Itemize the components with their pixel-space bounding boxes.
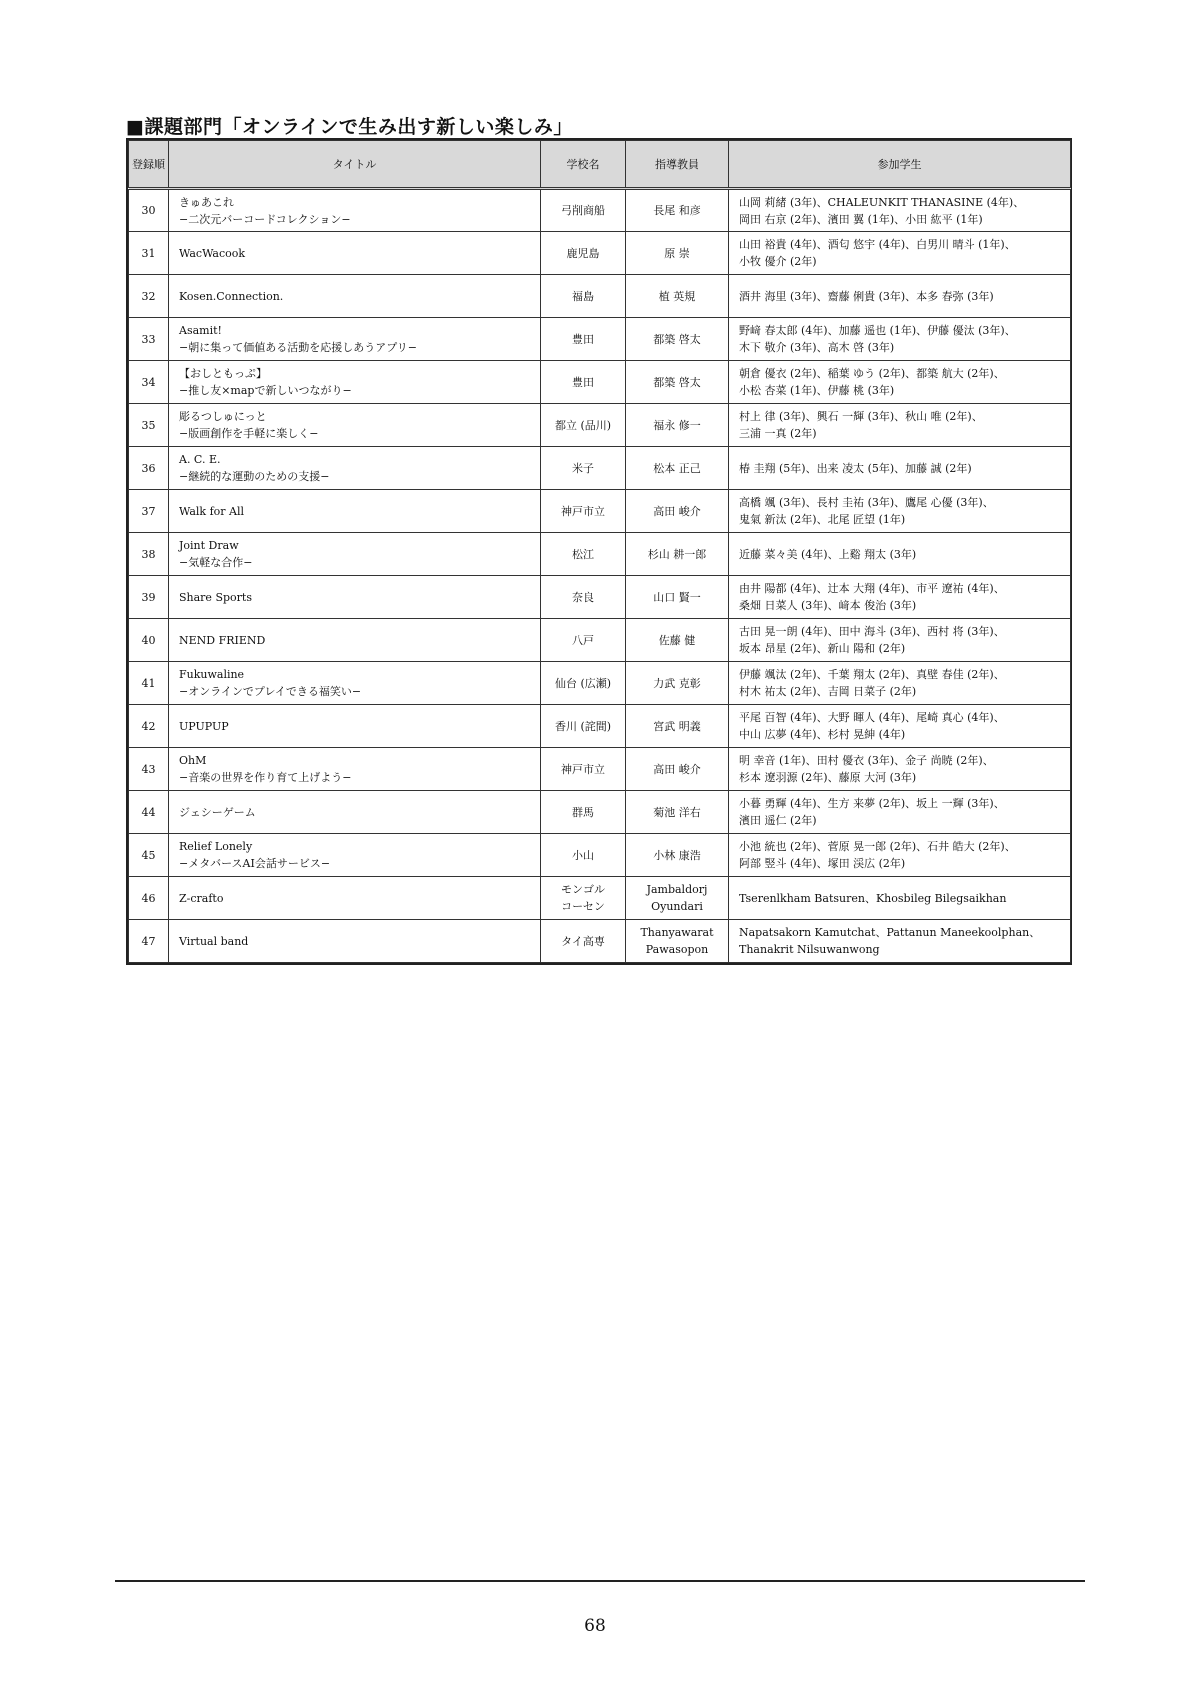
cell-students-line: 平尾 百智 (4年)、大野 暉人 (4年)、尾崎 真心 (4年)、	[739, 711, 1005, 724]
cell-students-line: Napatsakorn Kamutchat、Pattanun Maneekoolphan、	[739, 926, 1041, 939]
cell-students-line: 野﨑 春太郎 (4年)、加藤 遥也 (1年)、伊藤 優汰 (3年)、	[739, 324, 1016, 337]
cell-school-line: 弓削商船	[561, 204, 605, 217]
cell-registration-order: 39	[129, 576, 169, 619]
header-title: タイトル	[169, 141, 541, 189]
cell-advisor-line: 原 崇	[664, 246, 690, 260]
cell-advisor-line: Jambaldorj	[646, 883, 708, 896]
cell-title-line: −推し友×mapで新しいつながり−	[179, 384, 352, 397]
cell-students-line: 近藤 菜々美 (4年)、上谿 翔太 (3年)	[739, 547, 917, 561]
cell-school	[541, 662, 626, 705]
cell-title-line: Joint Draw	[179, 539, 239, 552]
table-row	[129, 791, 1071, 834]
cell-title	[169, 619, 541, 662]
cell-title-line: −継続的な運動のための支援−	[179, 470, 330, 483]
cell-students	[729, 361, 1071, 404]
cell-registration-order: 32	[129, 275, 169, 318]
cell-title	[169, 705, 541, 748]
cell-title	[169, 361, 541, 404]
cell-students-line: 小松 杏菜 (1年)、伊藤 桃 (3年)	[739, 384, 895, 397]
cell-registration-order: 37	[129, 490, 169, 533]
cell-title	[169, 533, 541, 576]
table-row	[129, 404, 1071, 447]
table-row	[129, 920, 1071, 963]
cell-students-line: 山田 裕貴 (4年)、酒匂 悠宇 (4年)、白男川 晴斗 (1年)、	[739, 238, 1016, 251]
cell-advisor	[626, 662, 729, 705]
cell-advisor	[626, 232, 729, 275]
cell-advisor	[626, 318, 729, 361]
cell-title	[169, 447, 541, 490]
cell-title	[169, 834, 541, 877]
footer-divider	[115, 1580, 1085, 1582]
cell-title	[169, 404, 541, 447]
cell-registration-order: 30	[129, 189, 169, 232]
cell-students	[729, 920, 1071, 963]
table-row	[129, 662, 1071, 705]
cell-title-line: Kosen.Connection.	[179, 289, 284, 303]
cell-title	[169, 275, 541, 318]
cell-advisor	[626, 490, 729, 533]
cell-advisor-line: 力武 克彰	[653, 676, 701, 690]
cell-school	[541, 920, 626, 963]
cell-registration-order: 41	[129, 662, 169, 705]
cell-students-line: 杉本 遼羽源 (2年)、藤原 大河 (3年)	[739, 771, 917, 784]
cell-title-line: Walk for All	[179, 504, 245, 518]
cell-school	[541, 834, 626, 877]
cell-title-line: −朝に集って価値ある活動を応援しあうアプリ−	[179, 341, 417, 354]
page-heading: ■課題部門「オンラインで生み出す新しい楽しみ」	[126, 116, 573, 138]
cell-school	[541, 748, 626, 791]
cell-title-line: 【おしともっぷ】	[179, 367, 267, 380]
cell-students-line: 高橋 颯 (3年)、長村 圭祐 (3年)、鷹尾 心優 (3年)、	[739, 496, 994, 509]
cell-school-line: 米子	[572, 461, 594, 475]
cell-students-line: 伊藤 颯汰 (2年)、千葉 翔太 (2年)、真壁 春佳 (2年)、	[739, 668, 1005, 681]
cell-advisor	[626, 748, 729, 791]
table-row	[129, 447, 1071, 490]
cell-students-line: 小牧 優介 (2年)	[739, 255, 817, 268]
cell-school	[541, 318, 626, 361]
cell-students	[729, 791, 1071, 834]
table-row	[129, 318, 1071, 361]
cell-advisor	[626, 920, 729, 963]
table-row	[129, 705, 1071, 748]
cell-advisor-line: 長尾 和彦	[653, 204, 701, 217]
cell-registration-order: 36	[129, 447, 169, 490]
cell-title-line: Z-crafto	[179, 891, 224, 905]
cell-students	[729, 490, 1071, 533]
cell-students-line: 明 幸音 (1年)、田村 優衣 (3年)、金子 尚暁 (2年)、	[739, 754, 994, 767]
cell-students	[729, 533, 1071, 576]
cell-students-line: 由井 陽都 (4年)、辻本 大翔 (4年)、市平 遼祐 (4年)、	[739, 582, 1005, 595]
cell-students-line: 鬼氣 新汰 (2年)、北尾 匠望 (1年)	[739, 513, 906, 526]
cell-school-line: 小山	[572, 848, 594, 862]
cell-advisor	[626, 275, 729, 318]
table-row	[129, 748, 1071, 791]
cell-advisor	[626, 576, 729, 619]
cell-advisor-line: 植 英規	[658, 289, 696, 303]
cell-title-line: A. C. E.	[179, 453, 221, 466]
cell-school	[541, 791, 626, 834]
cell-title-line: Share Sports	[179, 590, 252, 604]
cell-students	[729, 662, 1071, 705]
cell-students-line: 山岡 莉緒 (3年)、CHALEUNKIT THANASINE (4年)、	[739, 195, 1025, 209]
cell-title	[169, 490, 541, 533]
cell-title	[169, 791, 541, 834]
header-school: 学校名	[541, 141, 626, 189]
cell-title-line: WacWacook	[179, 246, 246, 260]
cell-registration-order: 43	[129, 748, 169, 791]
cell-students	[729, 748, 1071, 791]
cell-school-line: 福島	[572, 289, 594, 303]
cell-title-line: −二次元バーコードコレクション−	[179, 212, 351, 226]
cell-school-line: 群馬	[572, 805, 594, 819]
cell-school	[541, 533, 626, 576]
cell-title	[169, 318, 541, 361]
cell-students	[729, 877, 1071, 920]
cell-school-line: 香川 (詫間)	[554, 719, 612, 733]
cell-advisor-line: 高田 峻介	[653, 504, 701, 518]
cell-advisor-line: 松本 正己	[653, 461, 701, 475]
cell-advisor	[626, 189, 729, 232]
cell-school-line: 都立 (品川)	[554, 418, 612, 432]
cell-advisor	[626, 791, 729, 834]
cell-students-line: 坂本 昂星 (2年)、新山 陽和 (2年)	[739, 642, 906, 655]
cell-registration-order: 40	[129, 619, 169, 662]
cell-students	[729, 576, 1071, 619]
cell-students	[729, 232, 1071, 275]
cell-school	[541, 189, 626, 232]
cell-students	[729, 834, 1071, 877]
cell-school-line: 松江	[572, 547, 594, 561]
cell-title	[169, 232, 541, 275]
header-advisor: 指導教員	[626, 141, 729, 189]
cell-school	[541, 404, 626, 447]
cell-school-line: モンゴル	[561, 883, 605, 896]
cell-title	[169, 748, 541, 791]
cell-students-line: 木下 敬介 (3年)、高木 啓 (3年)	[739, 341, 895, 354]
cell-advisor-line: Thanyawarat	[640, 926, 714, 939]
cell-advisor	[626, 447, 729, 490]
cell-advisor-line: 山口 賢一	[653, 590, 701, 604]
table-row	[129, 619, 1071, 662]
cell-registration-order: 44	[129, 791, 169, 834]
cell-students-line: Tserenlkham Batsuren、Khosbileg Bilegsaikhan	[739, 891, 1007, 905]
cell-registration-order: 34	[129, 361, 169, 404]
cell-school-line: 豊田	[572, 332, 594, 346]
cell-students-line: 阿部 竪斗 (4年)、塚田 渓広 (2年)	[739, 857, 906, 870]
cell-title-line: Fukuwaline	[179, 668, 245, 681]
cell-students-line: 朝倉 優衣 (2年)、稲葉 ゆう (2年)、都築 航大 (2年)、	[739, 367, 1005, 380]
table-row	[129, 533, 1071, 576]
cell-registration-order: 45	[129, 834, 169, 877]
cell-students-line: Thanakrit Nilsuwanwong	[739, 943, 880, 956]
cell-advisor	[626, 705, 729, 748]
table-body	[129, 189, 1071, 963]
cell-school	[541, 232, 626, 275]
table-row	[129, 232, 1071, 275]
cell-advisor-line: 杉山 耕一郎	[647, 547, 707, 561]
cell-school	[541, 619, 626, 662]
cell-school-line: 八戸	[572, 633, 594, 647]
cell-school-line: 神戸市立	[561, 762, 605, 776]
table-row	[129, 877, 1071, 920]
cell-registration-order: 42	[129, 705, 169, 748]
cell-title-line: −オンラインでプレイできる福笑い−	[179, 685, 362, 698]
header-registration-order: 登録順	[129, 141, 169, 189]
cell-students-line: 古田 晃一朗 (4年)、田中 海斗 (3年)、西村 将 (3年)、	[739, 625, 1005, 638]
cell-students-line: 岡田 右京 (2年)、濱田 翼 (1年)、小田 紘平 (1年)	[739, 212, 983, 226]
cell-students-line: 小池 統也 (2年)、菅原 晃一郎 (2年)、石井 皓大 (2年)、	[739, 840, 1016, 853]
cell-school	[541, 576, 626, 619]
cell-advisor-line: 都築 啓太	[653, 375, 701, 389]
cell-title-line: −音楽の世界を作り育て上げよう−	[179, 771, 352, 784]
cell-title-line: Virtual band	[179, 934, 249, 948]
cell-title	[169, 189, 541, 232]
cell-advisor-line: 菊池 洋右	[653, 805, 701, 819]
cell-advisor-line: 小林 康浩	[653, 848, 701, 862]
table-header-row	[129, 141, 1071, 189]
cell-students	[729, 619, 1071, 662]
cell-title-line: UPUPUP	[179, 719, 229, 733]
cell-students-line: 村木 祐太 (2年)、吉岡 日菜子 (2年)	[739, 685, 917, 698]
table-row	[129, 576, 1071, 619]
cell-title	[169, 576, 541, 619]
cell-title-line: きゅあこれ	[179, 195, 234, 209]
cell-school	[541, 361, 626, 404]
cell-advisor-line: 宮武 明義	[653, 719, 701, 733]
cell-title-line: −気軽な合作−	[179, 556, 253, 569]
cell-advisor	[626, 877, 729, 920]
cell-title-line: ジェシーゲーム	[179, 805, 256, 819]
cell-students	[729, 705, 1071, 748]
cell-advisor	[626, 404, 729, 447]
cell-title-line: −メタバースAI会話サービス−	[179, 857, 331, 870]
cell-students	[729, 275, 1071, 318]
cell-students	[729, 318, 1071, 361]
cell-school-line: 鹿児島	[566, 246, 600, 260]
cell-students-line: 濱田 遥仁 (2年)	[739, 814, 817, 827]
cell-registration-order: 38	[129, 533, 169, 576]
cell-advisor-line: 高田 峻介	[653, 762, 701, 776]
table-row	[129, 834, 1071, 877]
cell-registration-order: 46	[129, 877, 169, 920]
cell-school-line: 神戸市立	[561, 504, 605, 518]
cell-advisor-line: 都築 啓太	[653, 332, 701, 346]
cell-title-line: NEND FRIEND	[179, 633, 266, 647]
cell-students	[729, 404, 1071, 447]
cell-advisor	[626, 834, 729, 877]
cell-title	[169, 877, 541, 920]
cell-advisor-line: Pawasopon	[645, 943, 709, 956]
cell-school	[541, 275, 626, 318]
cell-students-line: 椿 圭翔 (5年)、出来 凌太 (5年)、加藤 誠 (2年)	[739, 461, 972, 475]
cell-school-line: タイ高専	[561, 934, 605, 948]
cell-school	[541, 490, 626, 533]
cell-registration-order: 47	[129, 920, 169, 963]
cell-school-line: 豊田	[572, 375, 594, 389]
cell-title-line: −版画創作を手軽に楽しく−	[179, 427, 319, 440]
cell-students-line: 桑畑 日菜人 (3年)、﨑本 俊治 (3年)	[739, 599, 917, 612]
table-row	[129, 275, 1071, 318]
cell-title-line: Asamit!	[179, 324, 222, 337]
cell-registration-order: 35	[129, 404, 169, 447]
cell-school-line: コーセン	[561, 900, 605, 913]
cell-students-line: 三浦 一真 (2年)	[739, 427, 817, 440]
entries-table	[128, 140, 1071, 963]
cell-students-line: 中山 広夢 (4年)、杉村 晃紳 (4年)	[739, 728, 906, 741]
cell-advisor	[626, 533, 729, 576]
cell-title-line: 彫るつしゅにっと	[179, 410, 267, 423]
cell-school-line: 奈良	[572, 590, 594, 604]
table-row	[129, 490, 1071, 533]
header-students: 参加学生	[729, 141, 1071, 189]
cell-school	[541, 705, 626, 748]
page-number: 68	[584, 1616, 606, 1636]
cell-registration-order: 31	[129, 232, 169, 275]
entries-table-frame	[126, 138, 1072, 965]
cell-school	[541, 447, 626, 490]
cell-title-line: Relief Lonely	[179, 840, 253, 853]
cell-students-line: 小暮 勇輝 (4年)、生方 来夢 (2年)、坂上 一輝 (3年)、	[739, 797, 1005, 810]
cell-advisor-line: 佐藤 健	[658, 633, 696, 647]
cell-title	[169, 920, 541, 963]
cell-students-line: 酒井 海里 (3年)、齋藤 俐貴 (3年)、本多 春弥 (3年)	[739, 289, 994, 303]
cell-students-line: 村上 律 (3年)、興石 一輝 (3年)、秋山 唯 (2年)、	[739, 410, 983, 423]
cell-title	[169, 662, 541, 705]
cell-students	[729, 189, 1071, 232]
cell-school	[541, 877, 626, 920]
cell-advisor	[626, 619, 729, 662]
cell-advisor-line: 福永 修一	[653, 418, 701, 432]
cell-registration-order: 33	[129, 318, 169, 361]
cell-advisor-line: Oyundari	[651, 900, 703, 913]
table-row	[129, 189, 1071, 232]
cell-title-line: OhM	[179, 754, 207, 767]
table-row	[129, 361, 1071, 404]
cell-students	[729, 447, 1071, 490]
cell-advisor	[626, 361, 729, 404]
cell-school-line: 仙台 (広瀬)	[554, 676, 612, 690]
